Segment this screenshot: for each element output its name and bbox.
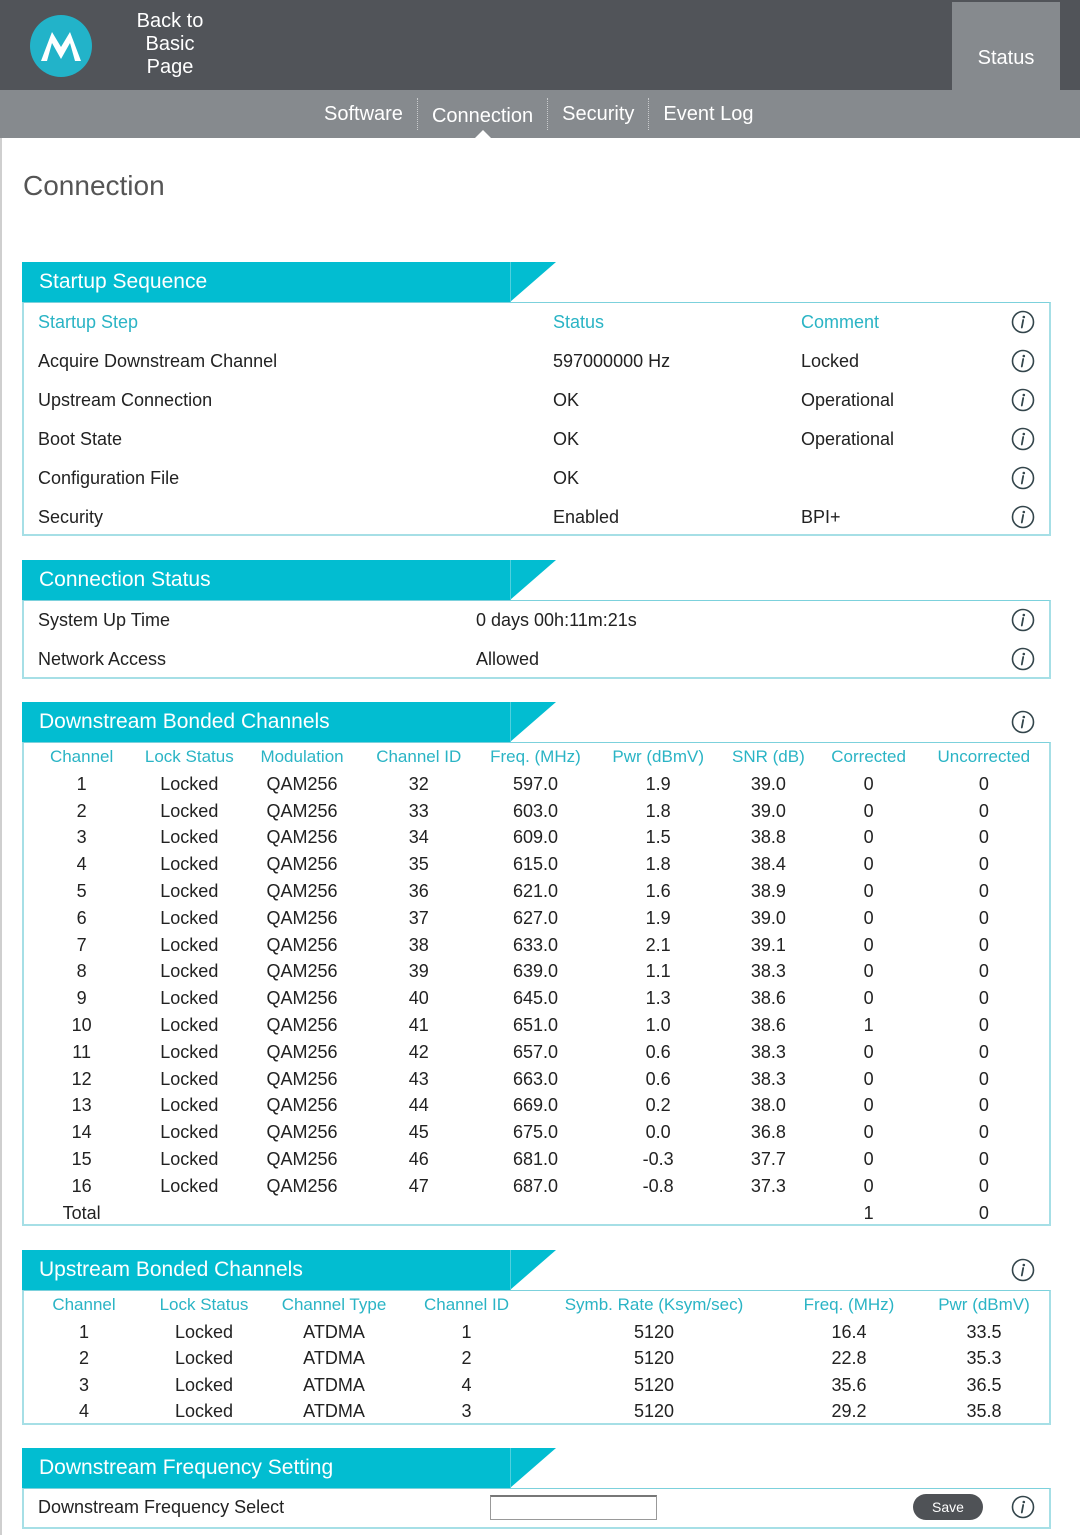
table-cell: 2 [76, 800, 87, 821]
table-cell: 39.0 [750, 907, 786, 928]
table-cell: QAM256 [266, 1015, 338, 1036]
total-label: Total [62, 1202, 101, 1223]
table-cell: 34 [408, 827, 429, 848]
table-cell: QAM256 [266, 1068, 338, 1089]
table-cell: 0.6 [645, 1041, 671, 1062]
info-circle-icon [1011, 647, 1035, 671]
table-cell: 0 [978, 773, 989, 794]
table-cell: 0 [978, 934, 989, 955]
startup-step: Acquire Downstream Channel [38, 351, 278, 371]
column-header: Channel [49, 747, 114, 766]
column-header: Channel ID [376, 747, 462, 766]
table-cell: 681.0 [512, 1149, 558, 1170]
column-header: Channel Type [281, 1295, 387, 1314]
table-row [24, 825, 1049, 852]
table-cell: 42 [408, 1041, 429, 1062]
col-status: Status [553, 312, 605, 332]
startup-step: Boot State [38, 429, 123, 449]
table-cell: 1 [461, 1321, 472, 1342]
table-cell: QAM256 [266, 1122, 338, 1143]
table-cell: QAM256 [266, 1041, 338, 1062]
table-cell: Locked [174, 1401, 234, 1422]
table-cell: 0 [863, 773, 874, 794]
table-cell: 35.3 [966, 1348, 1002, 1369]
network-access-label: Network Access [38, 649, 167, 669]
table-cell: 5120 [633, 1401, 675, 1422]
table-cell: 0 [863, 800, 874, 821]
table-cell: 5120 [633, 1321, 675, 1342]
table-cell: 627.0 [512, 907, 558, 928]
section-title: Downstream Frequency Setting [22, 1448, 510, 1488]
table-cell: 0 [863, 854, 874, 875]
info-circle-icon [1011, 466, 1035, 490]
table-row [24, 1146, 1049, 1173]
column-header: Corrected [831, 747, 906, 766]
subnav-event-log[interactable]: Event Log [663, 102, 754, 125]
uptime-value: 0 days 00h:11m:21s [476, 610, 637, 630]
section-tab-tail [510, 262, 556, 302]
table-cell: Locked [160, 961, 219, 982]
table-cell: 597.0 [512, 773, 558, 794]
table-cell: 39 [408, 961, 429, 982]
table-cell: 0 [863, 988, 874, 1009]
table-row [24, 1093, 1049, 1120]
table-cell: Locked [160, 934, 219, 955]
table-cell: QAM256 [266, 827, 338, 848]
table-row [24, 959, 1049, 986]
table-cell: 13 [71, 1095, 92, 1116]
table-cell: 36.5 [966, 1374, 1002, 1395]
startup-status: 597000000 Hz [553, 351, 671, 371]
frequency-select-label: Downstream Frequency Select [38, 1497, 285, 1517]
table-cell: 0 [978, 988, 989, 1009]
table-cell: 16 [71, 1175, 92, 1196]
table-cell: 0 [978, 961, 989, 982]
table-cell: 1.5 [645, 827, 671, 848]
table-cell: 2 [78, 1348, 89, 1369]
info-circle-icon [1011, 710, 1035, 734]
connection-status-section [22, 560, 1051, 679]
table-cell: 0 [863, 907, 874, 928]
table-row [24, 1039, 1049, 1066]
table-cell: Locked [160, 1015, 219, 1036]
total-uncorrected: 0 [978, 1202, 989, 1223]
table-row [24, 1119, 1049, 1146]
section-title: Upstream Bonded Channels [22, 1250, 510, 1290]
table-row [24, 878, 1049, 905]
table-cell: 0.6 [645, 1068, 671, 1089]
table-cell: 40 [408, 988, 429, 1009]
table-cell: QAM256 [266, 1095, 338, 1116]
column-header: Channel [52, 1295, 116, 1314]
startup-step: Upstream Connection [38, 390, 213, 410]
table-cell: 16.4 [831, 1321, 867, 1342]
table-cell: 5120 [633, 1348, 675, 1369]
sub-navigation [0, 90, 1080, 138]
table-cell: 0 [978, 1175, 989, 1196]
table-cell: 12 [71, 1068, 92, 1089]
table-cell: 37.7 [750, 1149, 786, 1170]
downstream-bonded-channels-section [22, 702, 1051, 1226]
back-to-basic-page-link[interactable]: Back to Basic Page [136, 10, 204, 78]
col-comment: Comment [801, 312, 880, 332]
startup-step: Security [38, 507, 104, 527]
startup-row [24, 498, 1049, 537]
table-cell: 651.0 [512, 1015, 558, 1036]
table-cell: 0 [978, 907, 989, 928]
table-cell: 675.0 [512, 1122, 558, 1143]
table-cell: 38 [408, 934, 429, 955]
table-cell: QAM256 [266, 907, 338, 928]
table-cell: 657.0 [512, 1041, 558, 1062]
table-cell: 36.8 [750, 1122, 786, 1143]
table-cell: 0 [978, 1122, 989, 1143]
table-cell: 38.3 [750, 961, 786, 982]
startup-status: Enabled [553, 507, 620, 527]
table-cell: 669.0 [512, 1095, 558, 1116]
table-cell: 38.4 [750, 854, 786, 875]
info-icon[interactable] [1011, 427, 1035, 456]
startup-comment: Operational [801, 429, 895, 449]
table-row [24, 1066, 1049, 1093]
tab-status[interactable] [952, 2, 1060, 90]
table-cell: 38.3 [750, 1068, 786, 1089]
table-cell: 0 [978, 881, 989, 902]
table-cell: Locked [160, 854, 219, 875]
table-cell: QAM256 [266, 854, 338, 875]
table-cell: 45 [408, 1122, 429, 1143]
table-cell: 41 [408, 1015, 429, 1036]
total-row [24, 1200, 1049, 1227]
table-cell: 687.0 [512, 1175, 558, 1196]
table-cell: 0 [978, 1149, 989, 1170]
table-cell: Locked [160, 988, 219, 1009]
table-cell: 0 [863, 1122, 874, 1143]
table-row [24, 932, 1049, 959]
info-icon[interactable] [1011, 710, 1035, 739]
table-cell: 11 [72, 1041, 91, 1062]
table-cell: ATDMA [303, 1374, 365, 1395]
table-cell: 8 [76, 961, 87, 982]
table-cell: 22.8 [831, 1348, 867, 1369]
table-cell: QAM256 [266, 934, 338, 955]
startup-status: OK [553, 468, 580, 488]
table-cell: 0 [863, 827, 874, 848]
startup-row [24, 381, 1049, 420]
table-cell: 15 [71, 1149, 92, 1170]
total-corrected: 1 [863, 1202, 874, 1223]
table-cell: 633.0 [512, 934, 558, 955]
page-left-border [0, 138, 2, 1535]
table-cell: 0 [863, 1068, 874, 1089]
table-cell: 1.9 [645, 907, 671, 928]
table-cell: QAM256 [266, 800, 338, 821]
frequency-input[interactable] [490, 1495, 657, 1520]
table-row [24, 1372, 1049, 1399]
info-circle-icon [1011, 349, 1035, 373]
table-cell: 5120 [633, 1374, 675, 1395]
upstream-bonded-channels-section [22, 1250, 1051, 1425]
startup-comment: Locked [801, 351, 860, 371]
table-cell: 38.3 [750, 1041, 786, 1062]
table-cell: Locked [160, 1041, 219, 1062]
table-row [24, 985, 1049, 1012]
table-row [24, 905, 1049, 932]
startup-row [24, 459, 1049, 498]
table-cell: 1.6 [645, 881, 671, 902]
table-cell: 5 [76, 881, 87, 902]
table-cell: 0 [863, 1175, 874, 1196]
table-cell: 39.1 [750, 934, 786, 955]
table-cell: 0 [978, 800, 989, 821]
table-cell: 3 [461, 1401, 472, 1422]
info-icon[interactable] [1011, 349, 1035, 378]
table-cell: 0 [978, 1095, 989, 1116]
table-cell: QAM256 [266, 1149, 338, 1170]
startup-status: OK [553, 390, 580, 410]
table-cell: -0.3 [642, 1149, 674, 1170]
table-cell: Locked [160, 827, 219, 848]
table-cell: Locked [160, 1095, 219, 1116]
table-cell: 2.1 [645, 934, 671, 955]
table-cell: 1 [863, 1015, 874, 1036]
table-cell: Locked [160, 881, 219, 902]
table-cell: 0.2 [645, 1095, 671, 1116]
table-cell: 14 [71, 1122, 92, 1143]
table-cell: 38.0 [750, 1095, 786, 1116]
table-cell: 3 [78, 1374, 89, 1395]
table-cell: 0 [978, 1068, 989, 1089]
table-cell: 35 [408, 854, 429, 875]
page-title: Connection [23, 170, 165, 201]
table-cell: 38.9 [750, 881, 786, 902]
table-cell: Locked [160, 800, 219, 821]
table-cell: 1 [78, 1321, 89, 1342]
section-title: Connection Status [22, 560, 510, 600]
table-cell: 32 [408, 773, 429, 794]
table-cell: 10 [71, 1015, 92, 1036]
upstream-table [24, 1291, 1049, 1425]
column-header: Lock Status [144, 747, 234, 766]
table-cell: QAM256 [266, 988, 338, 1009]
table-cell: 1.1 [645, 961, 671, 982]
table-cell: 35.6 [831, 1374, 867, 1395]
table-cell: 9 [76, 988, 87, 1009]
table-cell: 4 [461, 1374, 472, 1395]
info-circle-icon [1011, 388, 1035, 412]
downstream-frequency-setting-section [22, 1448, 1051, 1529]
table-cell: 663.0 [512, 1068, 558, 1089]
subnav-software[interactable]: Software [324, 102, 403, 125]
table-cell: 39.0 [750, 800, 786, 821]
top-header [0, 0, 1080, 90]
table-cell: Locked [160, 773, 219, 794]
table-cell: ATDMA [303, 1321, 365, 1342]
status-row-network-access [24, 640, 1049, 679]
table-cell: 4 [76, 854, 87, 875]
info-circle-icon [1011, 427, 1035, 451]
info-icon[interactable] [1011, 505, 1035, 534]
table-cell: QAM256 [266, 773, 338, 794]
table-cell: Locked [174, 1374, 234, 1395]
table-cell: 0.0 [645, 1122, 671, 1143]
table-cell: 38.6 [750, 988, 786, 1009]
table-row [24, 1346, 1049, 1373]
info-circle-icon [1011, 608, 1035, 632]
table-cell: 603.0 [512, 800, 558, 821]
column-header: Lock Status [159, 1295, 249, 1314]
table-cell: 1.8 [645, 854, 671, 875]
column-header: SNR (dB) [732, 747, 805, 766]
table-cell: 35.8 [966, 1401, 1002, 1422]
table-cell: 38.8 [750, 827, 786, 848]
info-icon[interactable] [1011, 1495, 1035, 1524]
table-cell: 39.0 [750, 773, 786, 794]
table-cell: ATDMA [303, 1401, 365, 1422]
table-cell: 29.2 [831, 1401, 867, 1422]
uptime-label: System Up Time [38, 610, 171, 630]
section-title: Downstream Bonded Channels [22, 702, 510, 742]
table-cell: 46 [408, 1149, 429, 1170]
table-cell: Locked [160, 1149, 219, 1170]
network-access-value: Allowed [476, 649, 540, 669]
tab-status-label: Status [977, 47, 1035, 69]
info-circle-icon [1011, 505, 1035, 529]
table-cell: 37.3 [750, 1175, 786, 1196]
table-row [24, 1399, 1049, 1426]
table-cell: 38.6 [750, 1015, 786, 1036]
section-title: Startup Sequence [22, 262, 510, 302]
table-cell: Locked [160, 1122, 219, 1143]
table-cell: 0 [863, 934, 874, 955]
startup-sequence-section [22, 262, 1051, 536]
table-cell: 47 [408, 1175, 429, 1196]
table-cell: QAM256 [266, 961, 338, 982]
table-cell: 4 [78, 1401, 89, 1422]
info-circle-icon [1011, 310, 1035, 334]
column-header: Modulation [260, 747, 344, 766]
motorola-logo-icon[interactable] [30, 15, 92, 77]
table-cell: 1 [76, 773, 87, 794]
downstream-table [24, 743, 1049, 1227]
table-cell: 0 [978, 1015, 989, 1036]
table-cell: 609.0 [512, 827, 558, 848]
startup-step: Configuration File [38, 468, 180, 488]
table-cell: 0 [863, 961, 874, 982]
table-row [24, 1319, 1049, 1346]
table-cell: 7 [76, 934, 87, 955]
startup-comment: Operational [801, 390, 895, 410]
table-cell: 615.0 [512, 854, 558, 875]
table-cell: 2 [461, 1348, 472, 1369]
table-cell: Locked [174, 1348, 234, 1369]
table-cell: 44 [408, 1095, 429, 1116]
column-header: Pwr (dBmV) [938, 1295, 1030, 1314]
table-cell: 0 [978, 854, 989, 875]
table-cell: 36 [408, 881, 429, 902]
table-cell: 33 [408, 800, 429, 821]
info-icon[interactable] [1011, 647, 1035, 676]
table-cell: ATDMA [303, 1348, 365, 1369]
table-row [24, 798, 1049, 825]
subnav-connection[interactable]: Connection [418, 90, 547, 138]
startup-status: OK [553, 429, 580, 449]
info-circle-icon [1011, 1258, 1035, 1282]
table-cell: 0 [978, 827, 989, 848]
table-row [24, 1012, 1049, 1039]
info-icon[interactable] [1011, 388, 1035, 417]
table-cell: 1.8 [645, 800, 671, 821]
startup-row [24, 420, 1049, 459]
startup-row [24, 342, 1049, 381]
column-header: Pwr (dBmV) [612, 747, 704, 766]
info-icon[interactable] [1011, 1258, 1035, 1287]
info-circle-icon [1011, 1495, 1035, 1519]
table-cell: 33.5 [966, 1321, 1002, 1342]
table-cell: 1.0 [645, 1015, 671, 1036]
table-cell: 3 [76, 827, 87, 848]
table-cell: 639.0 [512, 961, 558, 982]
table-cell: 1.9 [645, 773, 671, 794]
table-cell: 0 [978, 1041, 989, 1062]
table-cell: Locked [160, 907, 219, 928]
col-startup-step: Startup Step [38, 312, 139, 332]
subnav-security[interactable]: Security [562, 102, 635, 125]
table-cell: 0 [863, 1095, 874, 1116]
table-cell: Locked [174, 1321, 234, 1342]
column-header: Freq. (MHz) [490, 747, 581, 766]
startup-comment: BPI+ [801, 507, 841, 527]
table-cell: QAM256 [266, 881, 338, 902]
column-header: Channel ID [423, 1295, 510, 1314]
table-row [24, 851, 1049, 878]
table-cell: 6 [76, 907, 87, 928]
column-header: Uncorrected [937, 747, 1031, 766]
table-row [24, 1173, 1049, 1200]
info-icon[interactable] [1011, 608, 1035, 637]
table-cell: 37 [408, 907, 429, 928]
table-cell: Locked [160, 1068, 219, 1089]
table-cell: -0.8 [642, 1175, 674, 1196]
table-cell: 0 [863, 1041, 874, 1062]
table-cell: 0 [863, 1149, 874, 1170]
table-row [24, 771, 1049, 798]
info-icon[interactable] [1011, 310, 1035, 339]
table-cell: 0 [863, 881, 874, 902]
column-header: Freq. (MHz) [803, 1295, 895, 1314]
table-cell: QAM256 [266, 1175, 338, 1196]
table-cell: 645.0 [512, 988, 558, 1009]
info-icon[interactable] [1011, 466, 1035, 495]
startup-header-row [24, 303, 1049, 342]
table-cell: 1.3 [645, 988, 671, 1009]
save-button[interactable]: Save [913, 1494, 983, 1520]
table-cell: Locked [160, 1175, 219, 1196]
column-header: Symb. Rate (Ksym/sec) [564, 1295, 744, 1314]
motorola-m-icon [39, 29, 83, 63]
status-row-uptime [24, 601, 1049, 640]
table-cell: 43 [408, 1068, 429, 1089]
table-cell: 621.0 [512, 881, 558, 902]
